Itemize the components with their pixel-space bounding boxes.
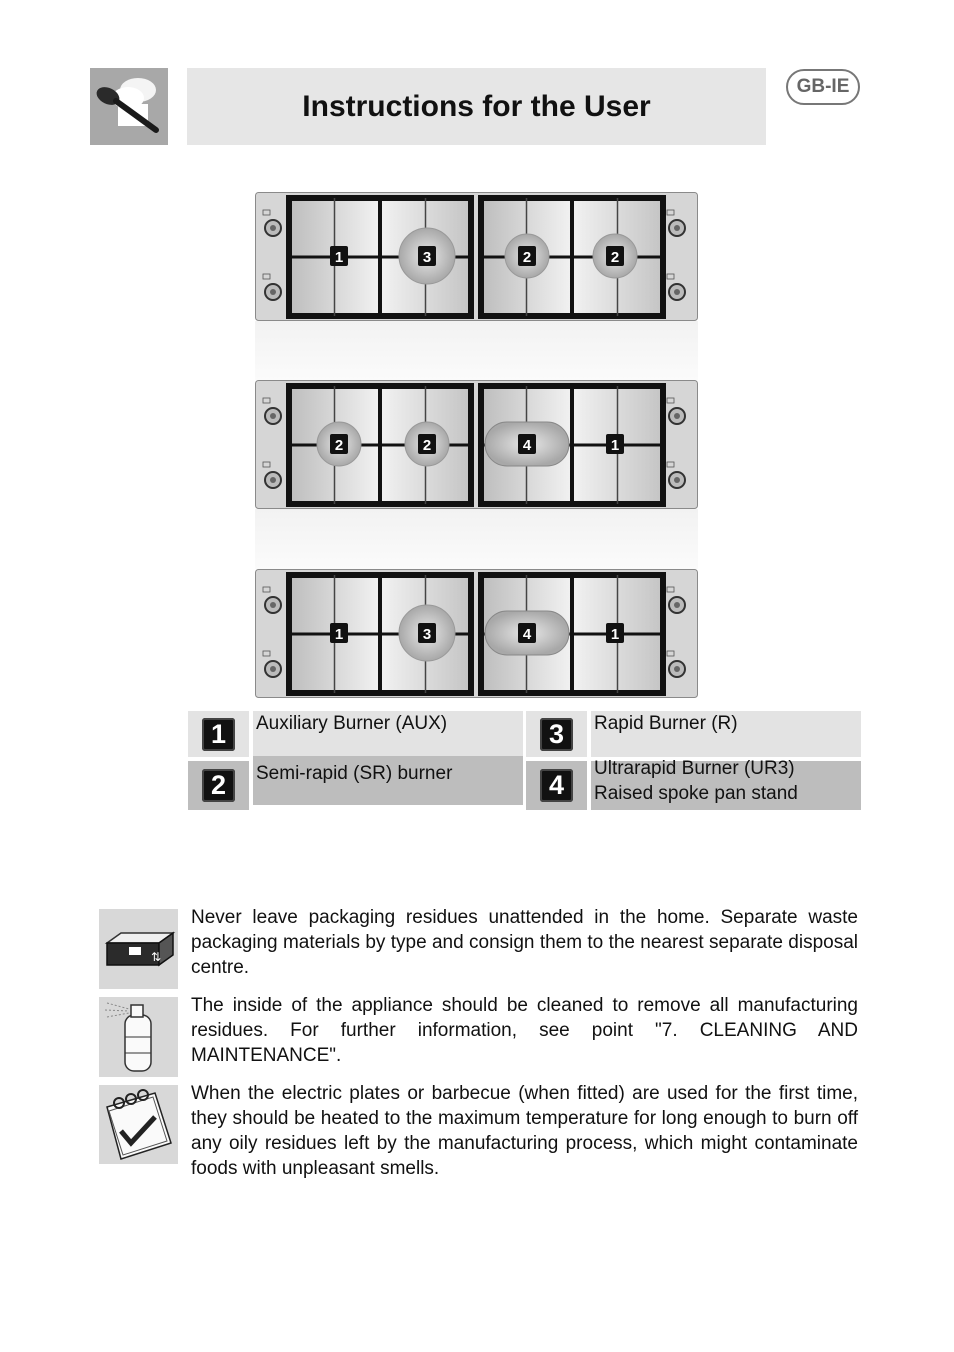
burner-label: 1	[334, 249, 344, 266]
hob-layout-2	[255, 380, 698, 509]
svg-text:⇅: ⇅	[151, 950, 162, 964]
burner-label: 2	[334, 437, 344, 454]
burner-label: 1	[334, 626, 344, 643]
chef-spoon-icon	[90, 68, 168, 145]
packaging-box-icon	[99, 909, 178, 989]
legend-number-cell	[526, 761, 587, 810]
hob-illustration	[255, 192, 698, 321]
legend-label: Auxiliary Burner (AUX)	[253, 711, 523, 757]
note-packaging: Never leave packaging residues unattended in the home. Separate waste packaging materials by type and consign them to the nearest separate disposal centre.	[191, 907, 858, 978]
legend-label: Rapid Burner (R)	[591, 711, 861, 757]
burner-label: 2	[610, 249, 620, 266]
burner-label: 4	[522, 437, 532, 454]
legend-label-block	[591, 758, 861, 810]
hob-layout-1	[255, 192, 698, 321]
note-cleaning: The inside of the appliance should be cleaned to remove all manufacturing residues. For further information, see point "7. CLEANING AND MAINTENANCE".	[191, 995, 858, 1066]
hob-layout-3	[255, 569, 698, 698]
page-title-bar	[187, 68, 766, 145]
legend-label: Ultrarapid Burner (UR3)	[594, 758, 795, 779]
notepad-check-icon	[99, 1085, 178, 1164]
hob-illustration	[255, 380, 698, 509]
hob-illustration	[255, 569, 698, 698]
spray-cleaner-icon	[99, 997, 178, 1077]
illustration-spacer	[255, 321, 698, 380]
legend-number: 2	[202, 769, 235, 802]
note-first-use: When the electric plates or barbecue (when fitted) are used for the first time, they should be heated to the maximum temperature for long enough to burn off any oily residues left by the manufacturing process, which might contaminate foods with unpleasant smells.	[191, 1083, 858, 1179]
legend-label: Semi-rapid (SR) burner	[253, 756, 523, 805]
burner-label: 3	[422, 249, 432, 266]
burner-label: 1	[610, 626, 620, 643]
legend-number: 4	[540, 769, 573, 802]
burner-label: 3	[422, 626, 432, 643]
legend-number: 3	[540, 718, 573, 751]
legend-label-secondary: Raised spoke pan stand	[594, 783, 798, 804]
legend-number: 1	[202, 718, 235, 751]
burner-label: 1	[610, 437, 620, 454]
language-badge: GB-IE	[786, 69, 860, 105]
burner-label: 4	[522, 626, 532, 643]
burner-label: 2	[522, 249, 532, 266]
burner-label: 2	[422, 437, 432, 454]
legend-number-cell	[188, 711, 249, 757]
legend-number-cell	[526, 711, 587, 757]
page-title: Instructions for the User	[302, 89, 651, 123]
illustration-spacer	[255, 509, 698, 569]
legend-number-cell	[188, 761, 249, 810]
